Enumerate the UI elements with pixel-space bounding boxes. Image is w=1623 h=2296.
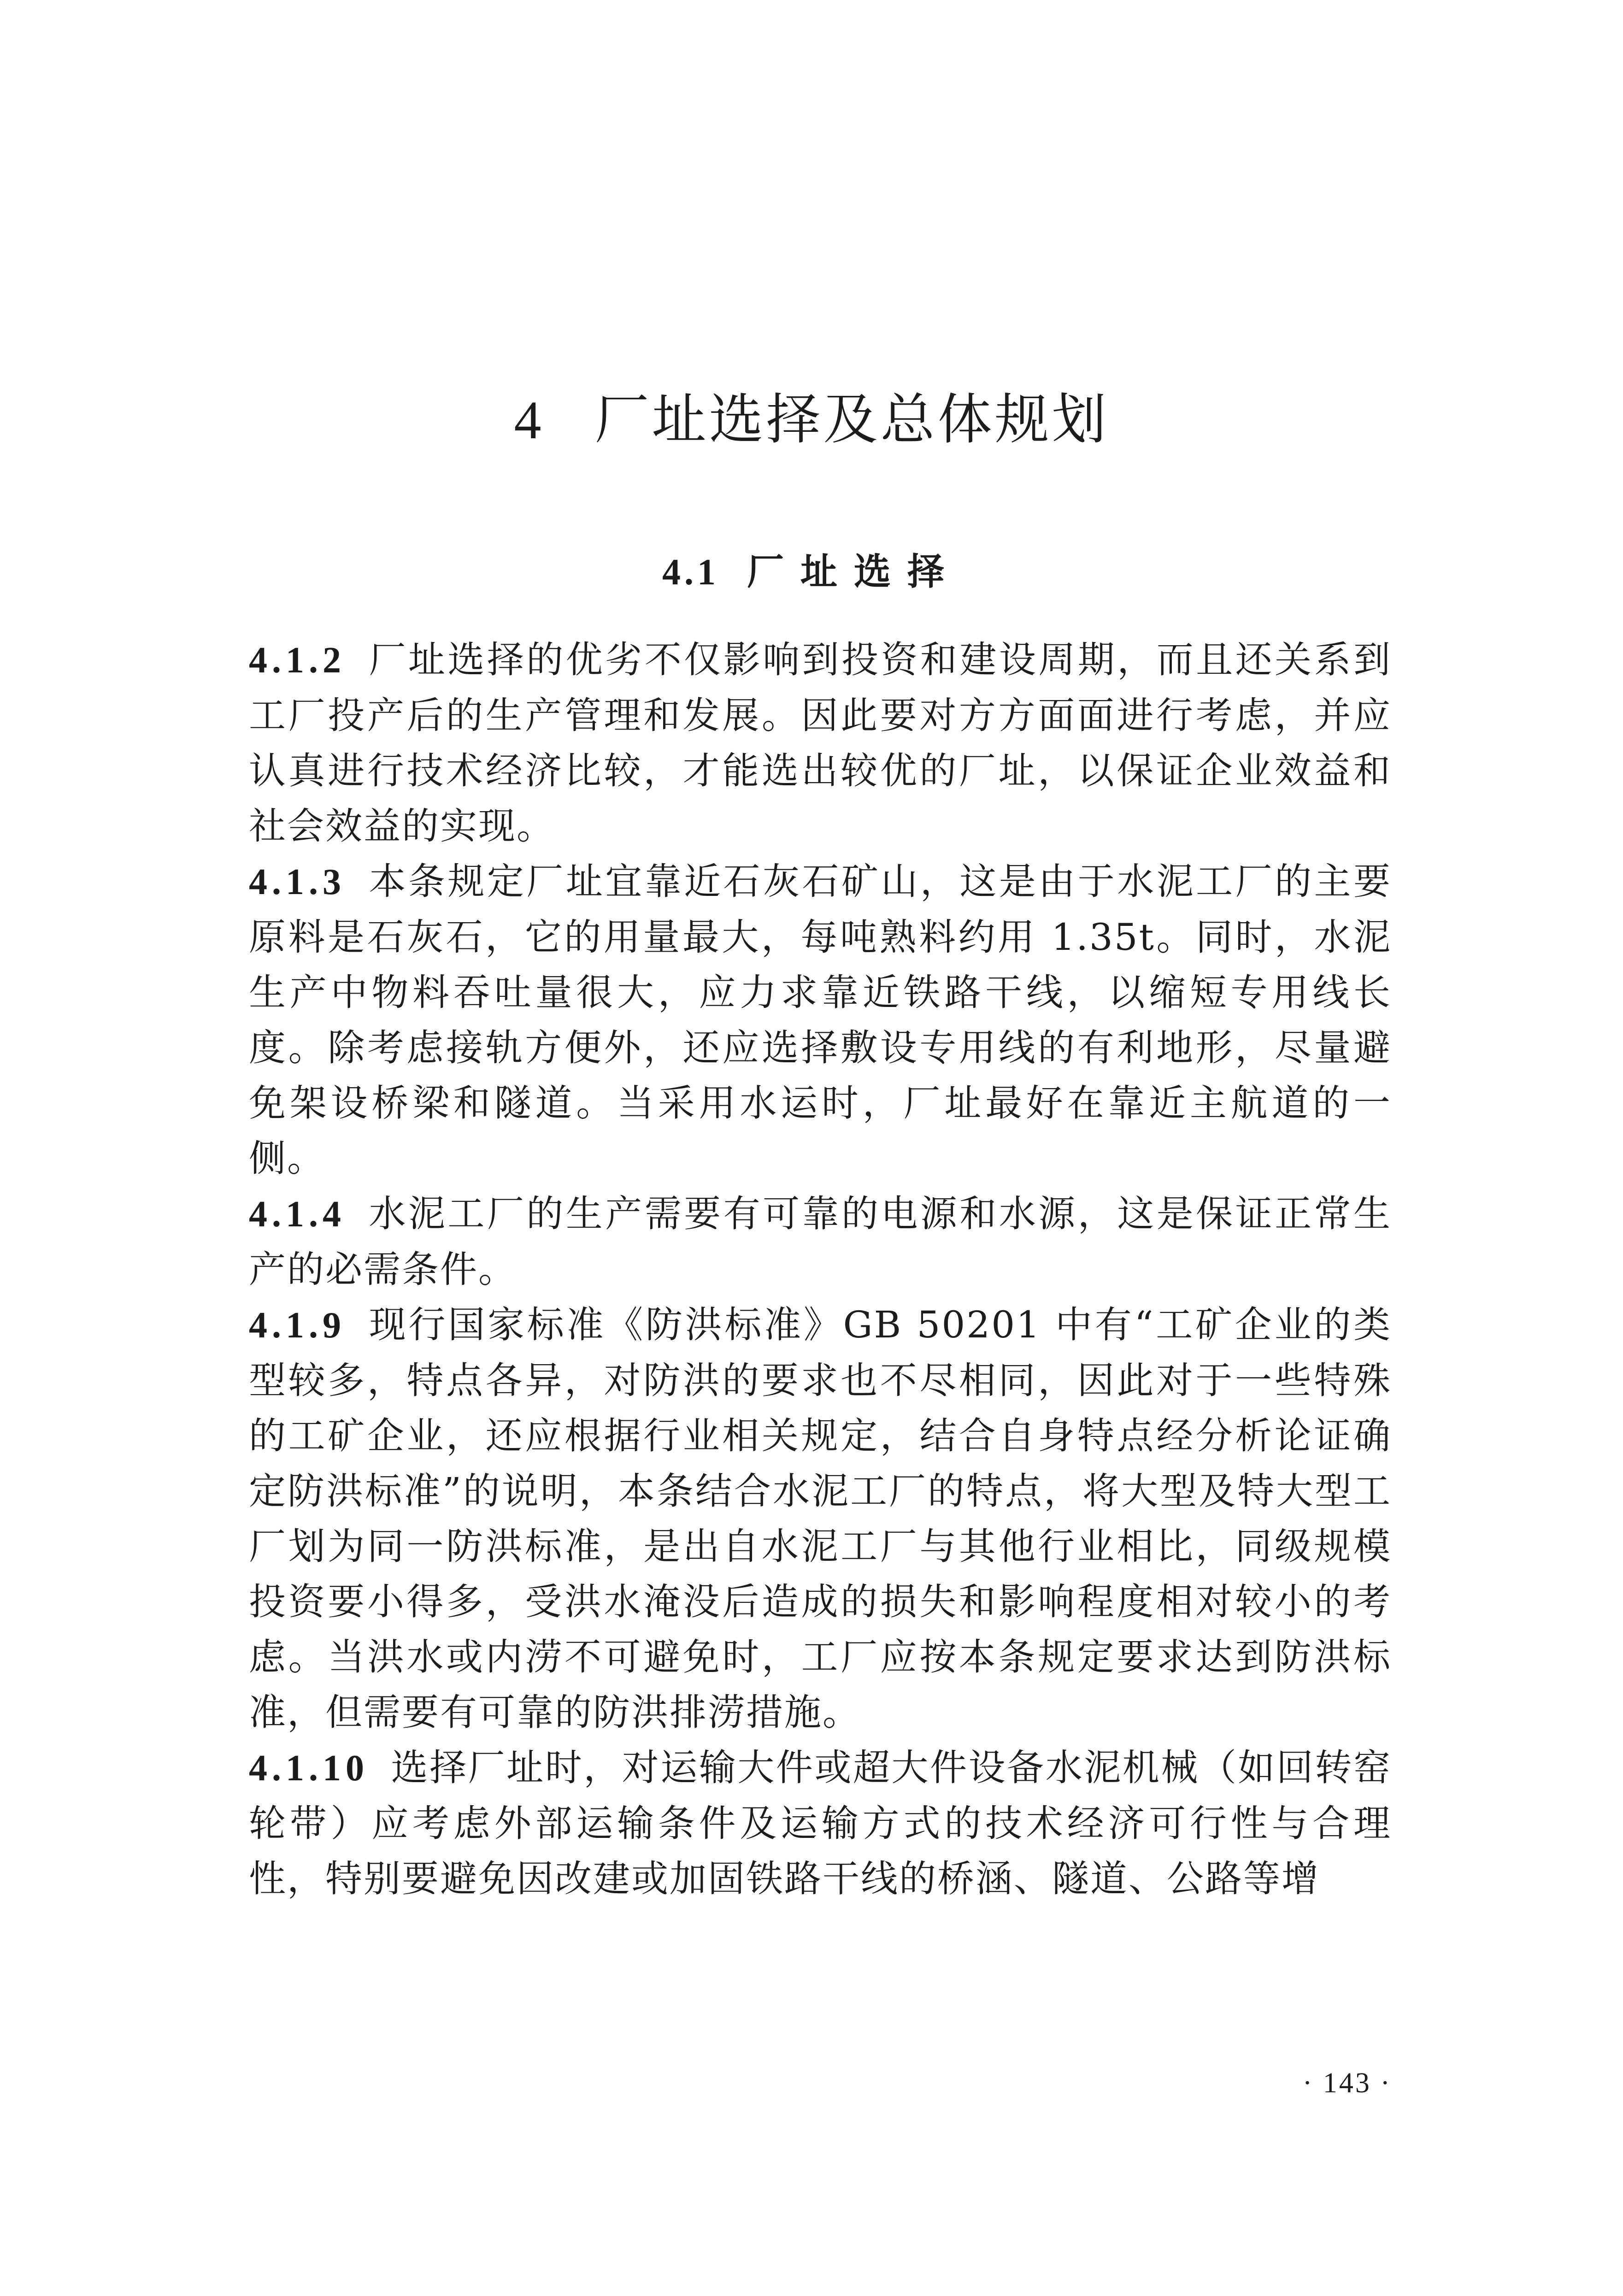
chapter-number: 4 xyxy=(514,390,544,450)
section-heading xyxy=(0,546,1623,598)
clause-number: 4.1.3 xyxy=(249,862,346,902)
paragraph-4-1-3 xyxy=(249,854,1392,1186)
paragraph-4-1-10 xyxy=(249,1740,1392,1907)
paragraph-text: 本条规定厂址宜靠近石灰石矿山，这是由于水泥工厂的主要原料是石灰石，它的用量最大，每吨熟料约用 1.35t。同时，水泥生产中物料吞吐量很大，应力求靠近铁路干线，以缩短专用线长度。除考虑接轨方便外，还应选择敷设专用线的有利地形，尽量避免架设桥梁和隧道。当采用水运时，厂址最好在靠近主航道的一侧。 xyxy=(249,860,1392,1180)
paragraph-text: 现行国家标准《防洪标准》GB 50201 中有“工矿企业的类型较多，特点各异，对防洪的要求也不尽相同，因此对于一些特殊的工矿企业，还应根据行业相关规定，结合自身特点经分析论证确定防洪标准”的说明，本条结合水泥工厂的特点，将大型及特大型工厂划为同一防洪标准，是出自水泥工厂与其他行业相比，同级规模投资要小得多，受洪水淹没后造成的损失和影响程度相对较小的考虑。当洪水或内涝不可避免时，工厂应按本条规定要求达到防洪标准，但需要有可靠的防洪排涝措施。 xyxy=(249,1303,1392,1734)
paragraph-text: 选择厂址时，对运输大件或超大件设备水泥机械（如回转窑轮带）应考虑外部运输条件及运输方式的技术经济可行性与合理性，特别要避免因改建或加固铁路干线的桥涵、隧道、公路等增 xyxy=(249,1746,1392,1900)
section-number: 4.1 xyxy=(662,552,719,593)
clause-number: 4.1.10 xyxy=(249,1748,369,1789)
chapter-heading xyxy=(0,383,1623,457)
paragraph-4-1-9 xyxy=(249,1297,1392,1740)
paragraph-text: 厂址选择的优劣不仅影响到投资和建设周期，而且还关系到工厂投产后的生产管理和发展。因此要对方方面面进行考虑，并应认真进行技术经济比较，才能选出较优的厂址，以保证企业效益和社会效益的实现。 xyxy=(249,638,1392,848)
paragraph-text: 水泥工厂的生产需要有可靠的电源和水源，这是保证正常生产的必需条件。 xyxy=(249,1192,1392,1291)
chapter-title: 厂址选择及总体规划 xyxy=(594,388,1109,451)
paragraph-4-1-2 xyxy=(249,632,1392,854)
section-title: 厂址选择 xyxy=(747,550,961,593)
clause-number: 4.1.2 xyxy=(249,640,346,681)
body-text xyxy=(249,632,1392,1907)
page-number: · 143 · xyxy=(1302,2067,1392,2099)
clause-number: 4.1.4 xyxy=(249,1194,346,1235)
clause-number: 4.1.9 xyxy=(249,1305,346,1346)
paragraph-4-1-4 xyxy=(249,1186,1392,1297)
